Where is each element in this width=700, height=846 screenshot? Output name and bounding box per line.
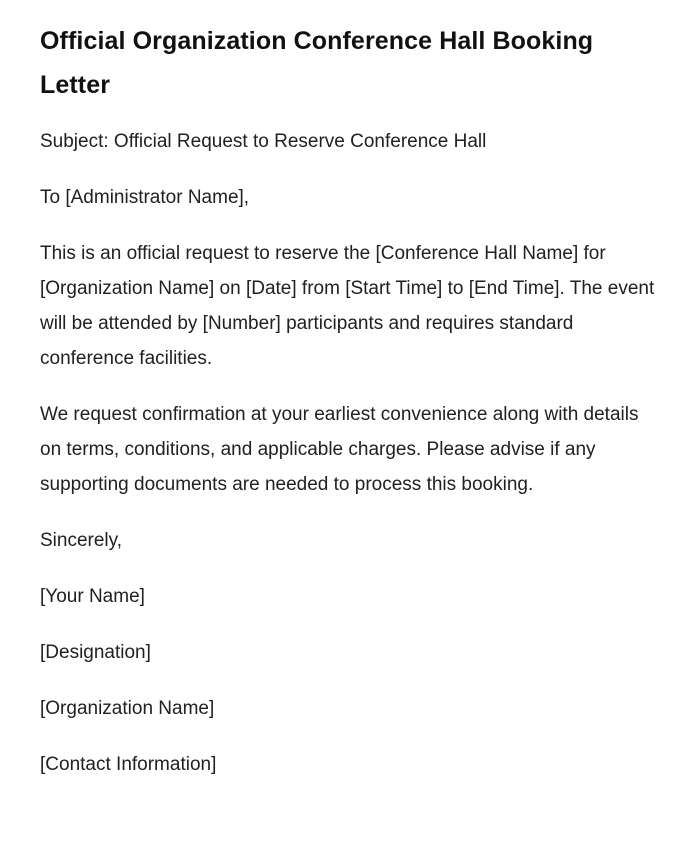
letter-title: Official Organization Conference Hall Booking Letter bbox=[40, 27, 594, 99]
body-paragraph-1: This is an official request to reserve the [Conference Hall Name] for [Organization Name] on [Date] from [Start Time] to [End Time]. The event will be attended by [Number] participants and requires standard conference facilities. bbox=[40, 243, 655, 369]
signature-name: [Your Name] bbox=[40, 586, 145, 607]
signature-designation: [Designation] bbox=[40, 642, 151, 663]
letter-body bbox=[40, 0, 656, 782]
closing: Sincerely, bbox=[40, 530, 123, 551]
signature-contact: [Contact Information] bbox=[40, 754, 217, 775]
signature-organization: [Organization Name] bbox=[40, 698, 215, 719]
body-paragraph-2: We request confirmation at your earliest convenience along with details on terms, conditions, and applicable charges. Please advise if any supporting documents are needed to process this booking. bbox=[40, 404, 639, 495]
salutation: To [Administrator Name], bbox=[40, 187, 250, 208]
subject-line: Subject: Official Request to Reserve Conference Hall bbox=[40, 131, 487, 152]
